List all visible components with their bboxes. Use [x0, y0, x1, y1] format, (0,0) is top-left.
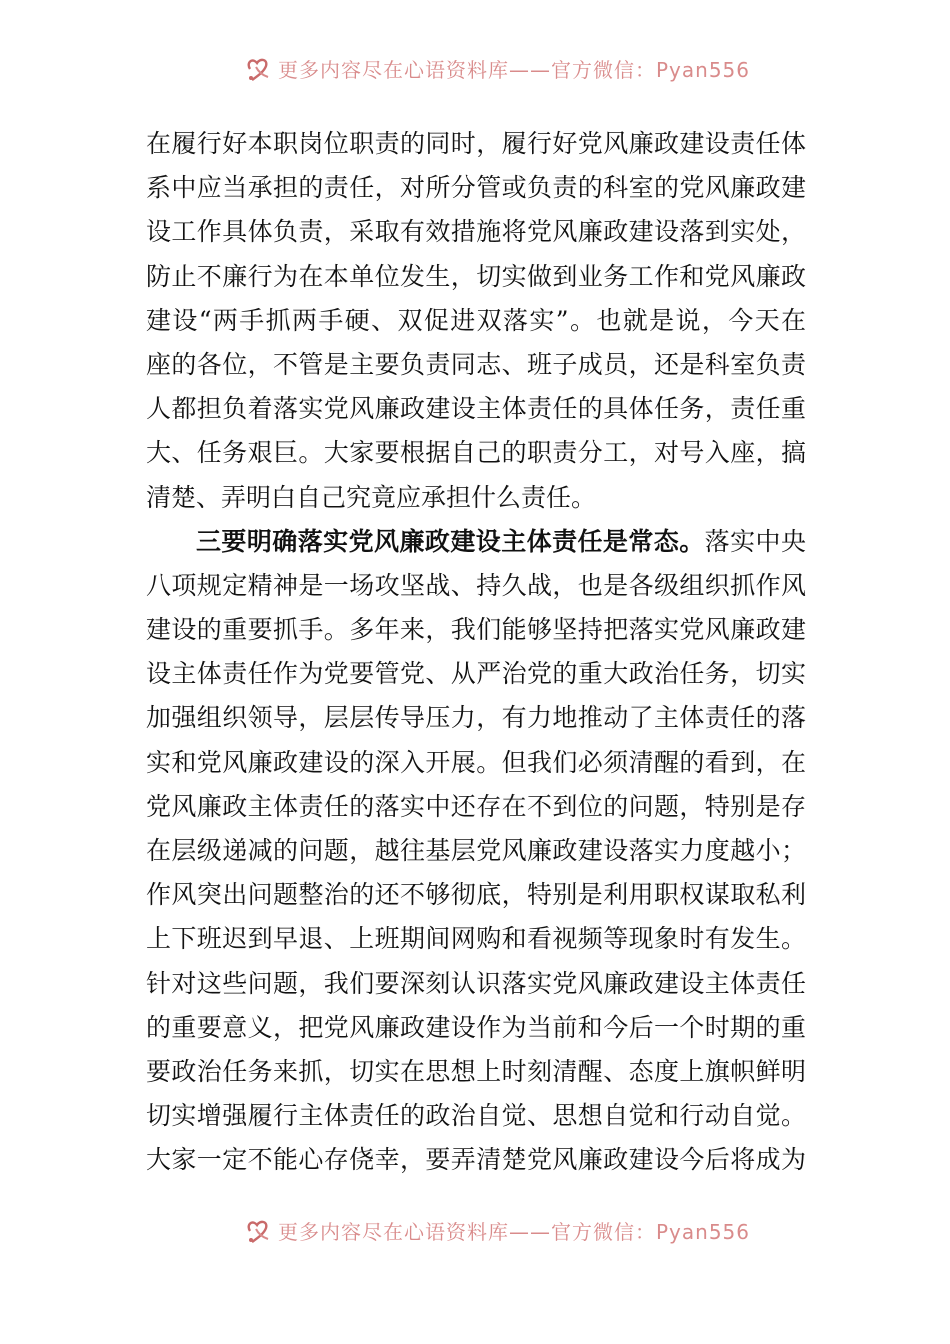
- section-heading: 三要明确落实党风廉政建设主体责任是常态。: [196, 526, 705, 556]
- document-body: [146, 122, 806, 1183]
- paragraph-line: 座的各位，不管是主要负责同志、班子成员，还是科室负责: [146, 349, 806, 379]
- paragraph-line: 设工作具体负责，采取有效措施将党风廉政建设落到实处，: [146, 217, 806, 247]
- paragraph-line: 建设“两手抓两手硬、双促进双落实”。也就是说，今天在: [146, 305, 806, 335]
- paragraph-line: 的重要意义，把党风廉政建设作为当前和今后一个时期的重: [146, 1012, 806, 1042]
- paragraph-line: 在层级递减的问题，越往基层党风廉政建设落实力度越小；: [146, 836, 806, 865]
- paragraph-line: 设主体责任作为党要管党、从严治党的重大政治任务，切实: [146, 659, 806, 689]
- paragraph-line: 要政治任务来抓，切实在思想上时刻清醒、态度上旗帜鲜明: [146, 1056, 806, 1086]
- heading-line-rest: 落实中央: [704, 526, 806, 556]
- heart-logo-icon: [244, 1217, 274, 1245]
- section-heading-line: [146, 520, 806, 564]
- heart-logo-icon: [244, 55, 274, 83]
- watermark-text: 更多内容尽在心语资料库——官方微信：Pyan556: [278, 58, 751, 82]
- paragraph-line: 建设的重要抓手。多年来，我们能够坚持把落实党风廉政建: [146, 615, 806, 645]
- paragraph-line: 防止不廉行为在本单位发生，切实做到业务工作和党风廉政: [146, 261, 806, 291]
- paragraph-line: 党风廉政主体责任的落实中还存在不到位的问题，特别是存: [146, 791, 806, 821]
- paragraph-line: 实和党风廉政建设的深入开展。但我们必须清醒的看到，在: [146, 747, 806, 777]
- paragraph-line: 八项规定精神是一场攻坚战、持久战，也是各级组织抓作风: [146, 570, 806, 600]
- header-watermark-banner: [0, 46, 950, 86]
- footer-watermark-banner: [0, 1208, 950, 1248]
- paragraph-line: 针对这些问题，我们要深刻认识落实党风廉政建设主体责任: [146, 968, 806, 998]
- paragraph-line: 加强组织领导，层层传导压力，有力地推动了主体责任的落: [146, 703, 806, 733]
- paragraph-line: 系中应当承担的责任，对所分管或负责的科室的党风廉政建: [146, 173, 806, 203]
- watermark-text: 更多内容尽在心语资料库——官方微信：Pyan556: [278, 1220, 751, 1244]
- paragraph-line: 在履行好本职岗位职责的同时，履行好党风廉政建设责任体: [146, 129, 806, 158]
- paragraph-line: 上下班迟到早退、上班期间网购和看视频等现象时有发生。: [146, 924, 806, 954]
- paragraph-line: 大、任务艰巨。大家要根据自己的职责分工，对号入座，搞: [146, 438, 806, 468]
- paragraph-line: 切实增强履行主体责任的政治自觉、思想自觉和行动自觉。: [146, 1101, 806, 1131]
- paragraph-line: 大家一定不能心存侥幸，要弄清楚党风廉政建设今后将成为: [146, 1145, 806, 1175]
- paragraph-line: 作风突出问题整治的还不够彻底，特别是利用职权谋取私利: [146, 880, 806, 910]
- paragraph-line: 清楚、弄明白自己究竟应承担什么责任。: [146, 482, 597, 512]
- paragraph-line: 人都担负着落实党风廉政建设主体责任的具体任务，责任重: [146, 394, 806, 424]
